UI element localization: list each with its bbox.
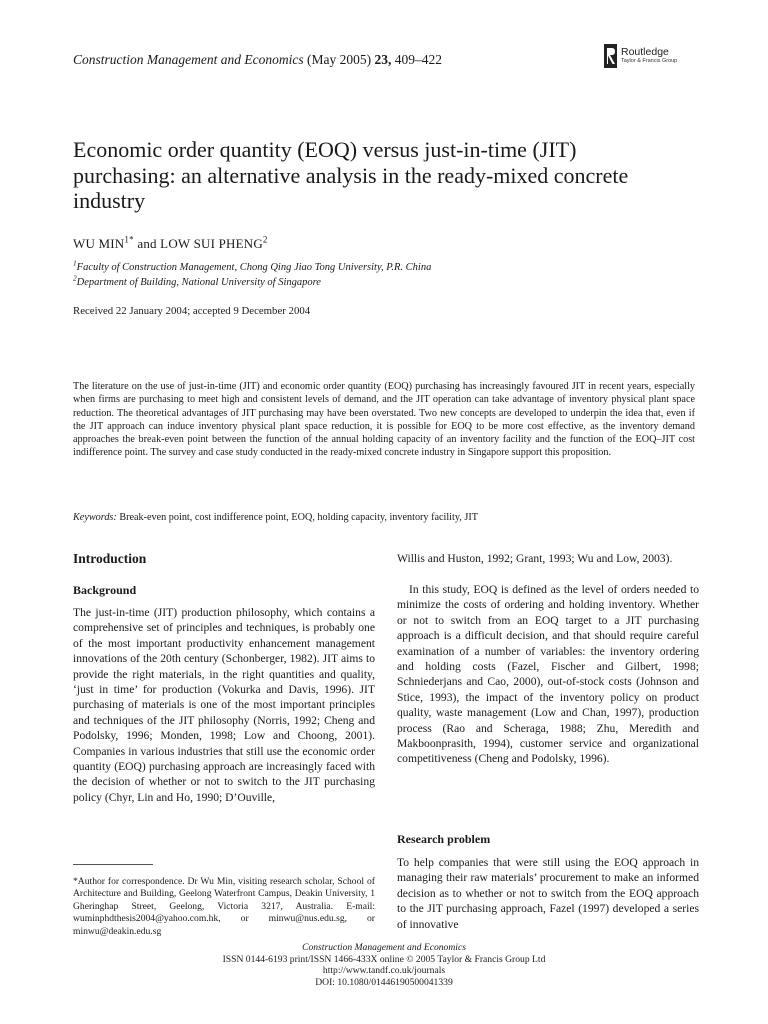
paper-title: Economic order quantity (EOQ) versus just-in-time (JIT) purchasing: an alternative analysis in the ready-mixed concrete industry: [73, 137, 629, 213]
author-1: WU MIN: [73, 236, 125, 251]
author-1-marker: 1*: [124, 234, 134, 245]
footer-journal: Construction Management and Economics: [302, 942, 466, 953]
routledge-r-icon: [604, 44, 617, 68]
body-continuation: Willis and Huston, 1992; Grant, 1993; Wu and Low, 2003).: [397, 552, 673, 565]
abstract: The literature on the use of just-in-time (JIT) and economic order quantity (EOQ) purchasing has increasingly favoured JIT in recent years, especially when firms are purchasing to meet high and consistent levels of demand, and the JIT operation can take advantage of inventory physical plant space reduction. The theoretical advantages of JIT purchasing may have been overstated. Two new concepts are developed to underpin the idea that, even if the JIT approach can induce inventory physical plant space reduction, it is possible for EOQ to be more cost effective, as the inventory demand approaches the break-even point between the function of the annual holding capacity of an inventory facility and the function of the EOQ–JIT cost indifference point. The survey and case study conducted in the ready-mixed concrete industry in Singapore support this proposition.: [73, 381, 695, 459]
keywords: [73, 512, 695, 523]
footnote-divider: [73, 864, 153, 865]
section-heading-introduction: Introduction: [73, 551, 147, 566]
subsection-heading-background: Background: [73, 583, 137, 597]
affiliation-1: $^1$Faculty of Construction Management, Chong Qing Jiao Tong University, P.R. China: [73, 258, 432, 273]
publisher-subname: Taylor & Francis Group: [621, 58, 678, 64]
publisher-name: Routledge: [621, 46, 669, 58]
author-list: [73, 236, 268, 252]
journal-name: Construction Management and Economics: [73, 52, 304, 67]
keywords-text: Break-even point, cost indifference point, EOQ, holding capacity, inventory facility, JIT: [119, 512, 478, 523]
author-2: LOW SUI PHENG: [160, 236, 263, 251]
body-paragraph-background: The just-in-time (JIT) production philosophy, which contains a comprehensive set of principles and techniques, is probably one of the most important productivity enhancement management innovations of the 20th century (Schonberger, 1982). JIT aims to provide the right materials, in the right quantities and quality, ‘just in time’ for production (Vokurka and Davis, 1996). JIT purchasing of materials is one of the most important principles and techniques of the JIT philosophy (Norris, 1992; Cheng and Podolsky, 1996; Monden, 1998; Low and Choong, 2001). Companies in various industries that still use the economic order quantity (EOQ) purchasing approach are increasingly faced with the decision of whether or not to switch to the JIT purchasing policy (Chyr, Lin and Ho, 1990; D’Ouville,: [73, 606, 375, 804]
section-heading-research-problem: Research problem: [397, 832, 491, 846]
keywords-label: Keywords:: [73, 512, 117, 523]
body-paragraph-eoq-definition: In this study, EOQ is defined as the level of orders needed to minimize the costs of ordering and holding inventory. Whether or not to switch from an EOQ target to a JIT purchasing approach is a difficult decision, and that should require careful examination of a number of variables: the inventory ordering and holding costs (Fazel, Fischer and Gilbert, 1998; Schniederjans and Cao, 2000), out-of-stock costs (Johnson and Stice, 1993), the impact of the inventory policy on product quality, waste management (Low and Chan, 1997), production process (Rao and Scheraga, 1988; Zhu, Meredith and Makboonprasith, 1994), customer service and organizational competitiveness (Cheng and Podolsky, 1996).: [397, 583, 699, 766]
journal-volume: 23,: [374, 52, 392, 67]
journal-pages: 409–422: [394, 52, 442, 67]
author-conjunction: and: [137, 236, 157, 251]
affiliation-2: $^2$Department of Building, National University of Singapore: [73, 273, 321, 288]
footer-doi: DOI: 10.1080/01446190500041339: [315, 976, 453, 988]
page-footer: [0, 942, 768, 988]
journal-issue: (May 2005): [306, 52, 372, 67]
author-2-marker: 2: [262, 234, 268, 245]
correspondence-footnote: *Author for correspondence. Dr Wu Min, visiting research scholar, School of Architecture and Building, Geelong Waterfront Campus, Deakin University, 1 Gheringhap Street, Geelong, Victoria 3217, Australia. E-mail: wuminphdthesis2004@yahoo.com.hk, or minwu@nus.edu.sg, or minwu@deakin.edu.sg: [73, 876, 375, 937]
footer-issn: ISSN 0144-6193 print/ISSN 1466-433X online © 2005 Taylor & Francis Group Ltd: [222, 953, 546, 965]
received-dates: Received 22 January 2004; accepted 9 December 2004: [73, 305, 311, 317]
body-paragraph-research-problem: To help companies that were still using the EOQ approach in managing their raw materials’ procurement to make an informed decision as to whether or not to switch from the EOQ approach to the JIT purchasing approach, Fazel (1997) developed a series of innovative: [397, 856, 699, 931]
journal-citation: [73, 52, 442, 68]
footer-url: http://www.tandf.co.uk/journals: [322, 965, 446, 977]
publisher-logo: [604, 44, 694, 72]
